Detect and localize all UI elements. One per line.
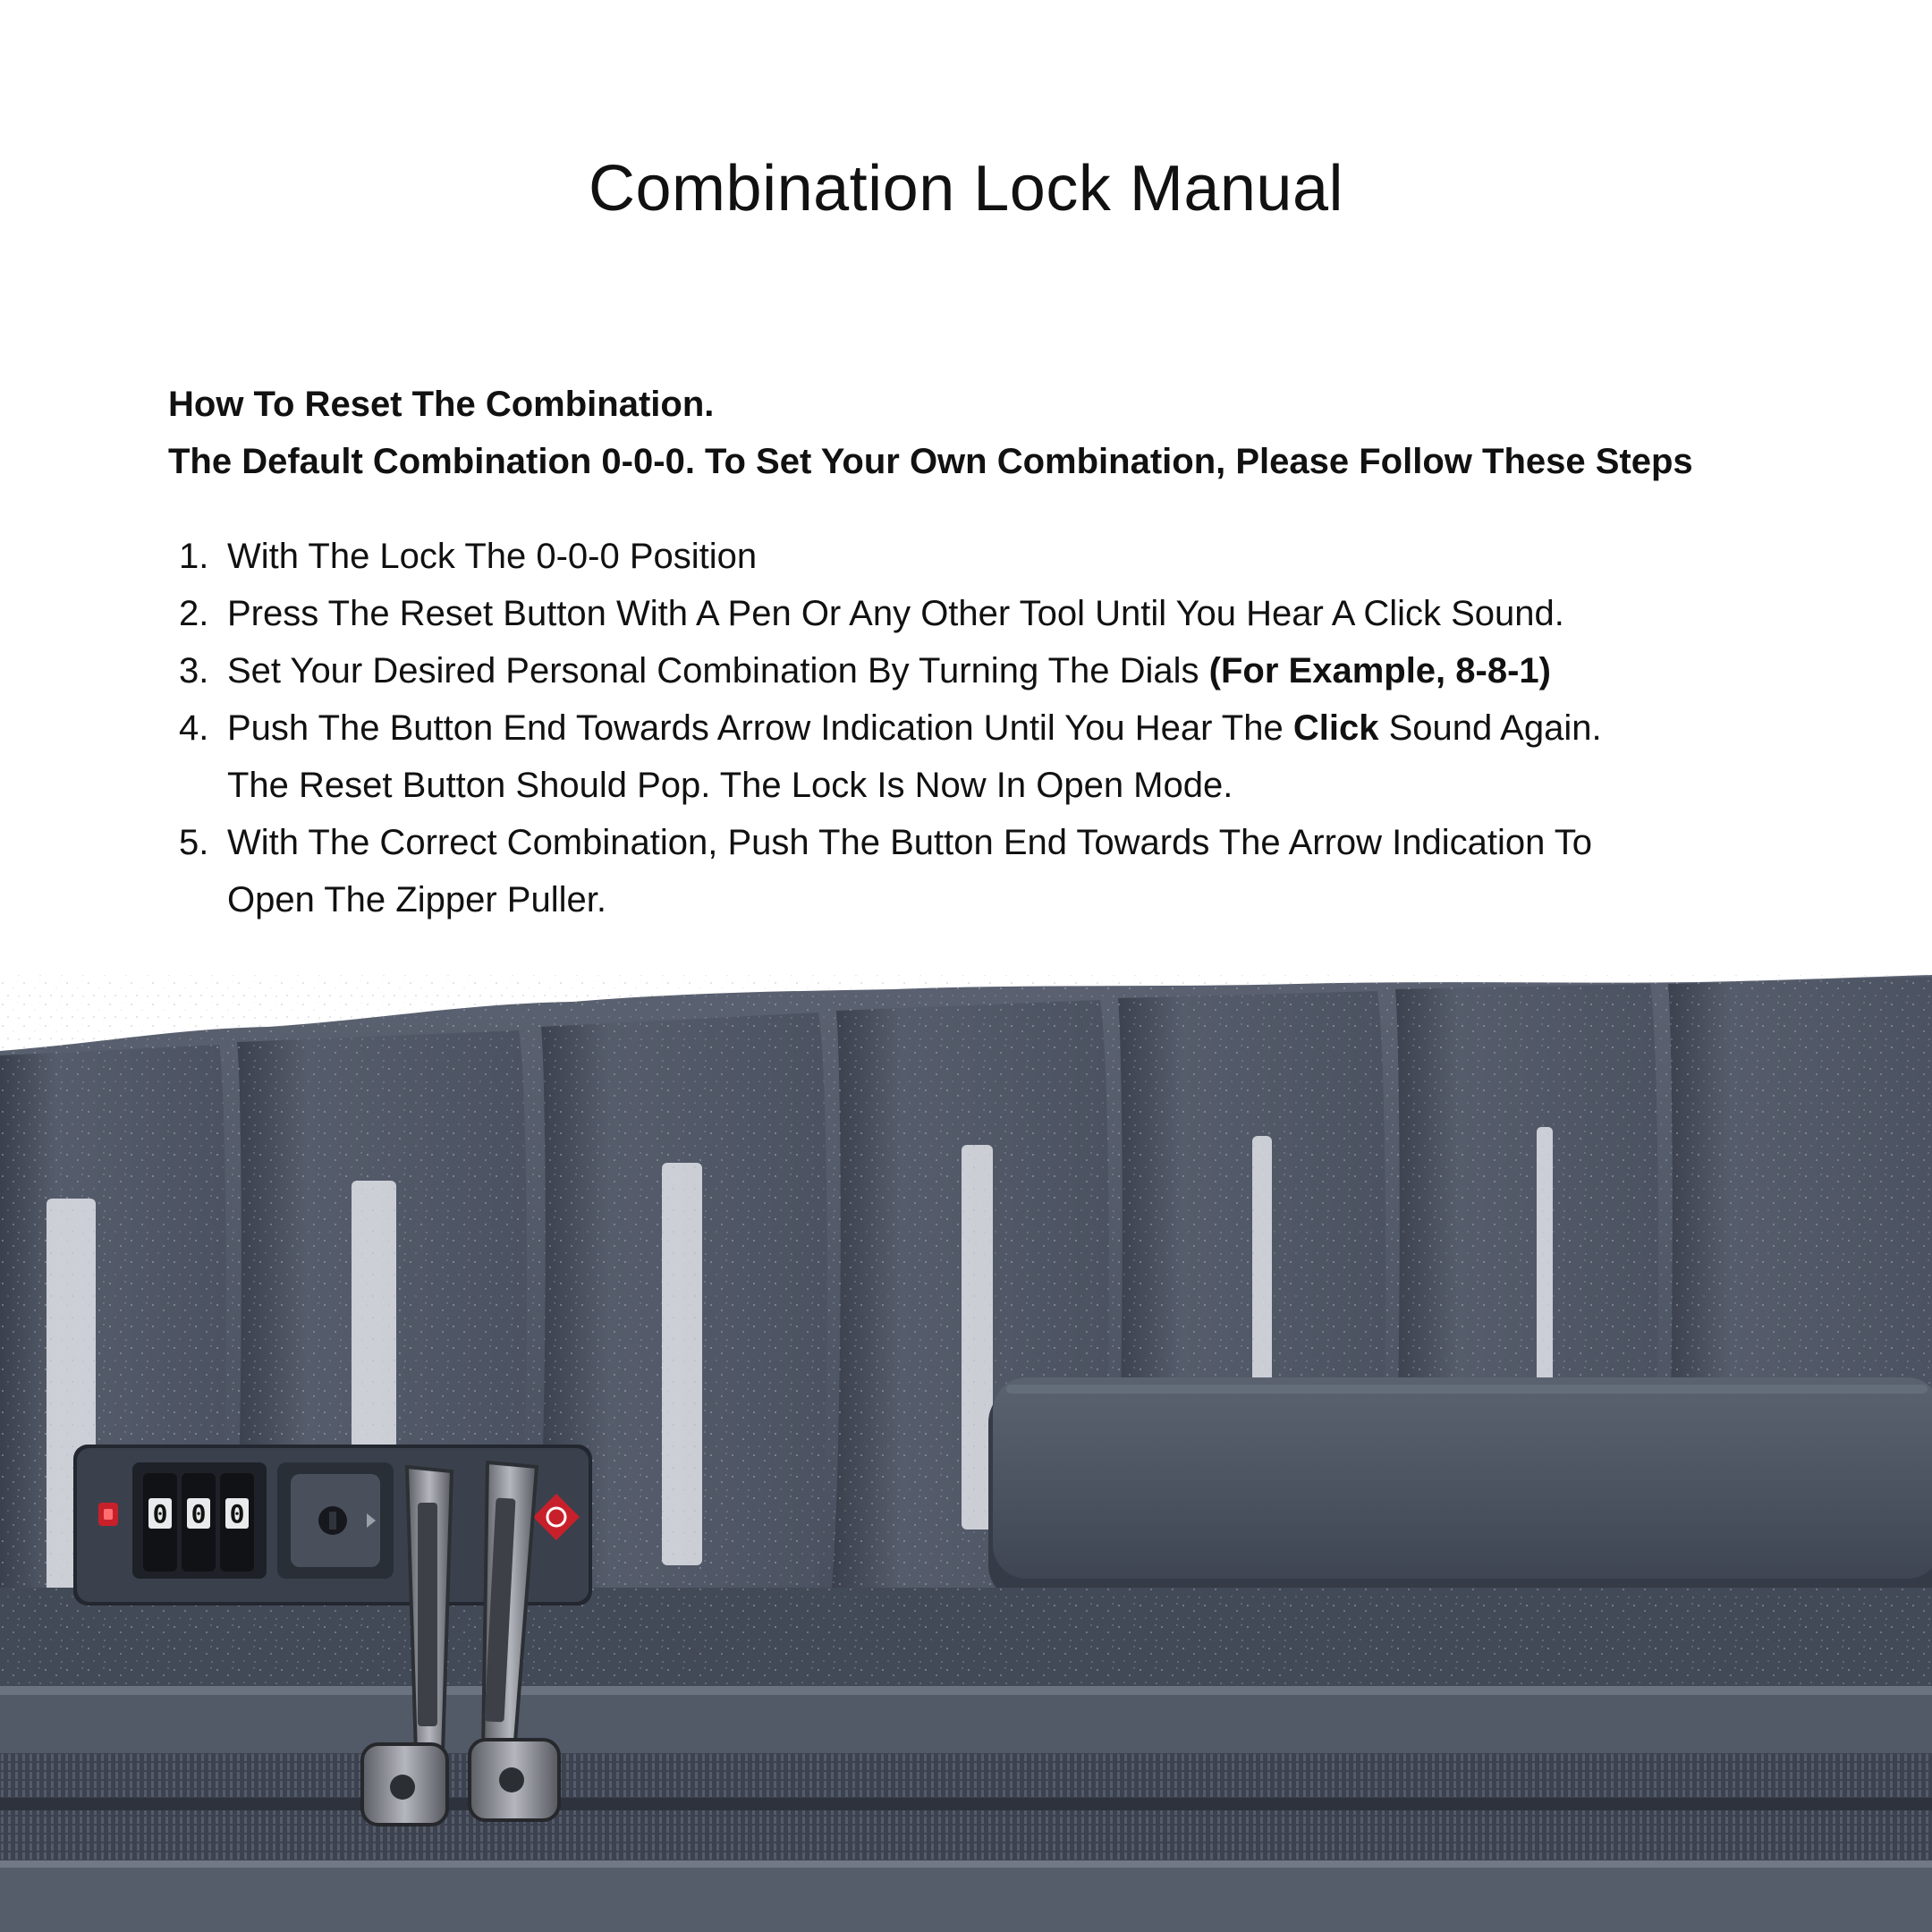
step-text: Press The Reset Button With A Pen Or Any Other Tool Until You Hear A Click Sound. xyxy=(227,594,1564,633)
step-text-continued: The Reset Button Should Pop. The Lock Is Now In Open Mode. xyxy=(227,766,1233,805)
step-number: 1. xyxy=(179,537,209,576)
step-item xyxy=(168,528,1868,585)
step-text-end: Sound Again. xyxy=(1388,708,1602,748)
dial-digit: 0 xyxy=(229,1499,245,1529)
steps-list xyxy=(168,528,1868,928)
step-text: Push The Button End Towards Arrow Indication Until You Hear The xyxy=(227,708,1284,748)
top-handle xyxy=(988,1377,1932,1601)
intro-block xyxy=(168,376,1868,490)
intro-default-combination: The Default Combination 0-0-0. To Set Your Own Combination, Please Follow These Steps xyxy=(168,442,1693,481)
step-text: With The Lock The 0-0-0 Position xyxy=(227,537,758,576)
dial-digits xyxy=(153,1499,245,1529)
step-number: 2. xyxy=(179,594,209,633)
lower-rim xyxy=(0,1686,1932,1753)
intro-heading: How To Reset The Combination. xyxy=(168,385,715,424)
step-item xyxy=(168,642,1868,699)
step-item xyxy=(168,585,1868,642)
dial-digit: 0 xyxy=(191,1499,207,1529)
step-number: 3. xyxy=(179,651,209,691)
step-item xyxy=(168,814,1868,928)
step-item xyxy=(168,699,1868,814)
lower-shell xyxy=(0,1860,1932,1932)
step-number: 5. xyxy=(179,823,209,862)
step-number: 4. xyxy=(179,708,209,748)
step-click-word: Click xyxy=(1292,708,1379,748)
page-title: Combination Lock Manual xyxy=(589,153,1343,225)
luggage-lock-photo xyxy=(0,957,1932,1932)
dial-digit: 0 xyxy=(152,1499,168,1529)
step-text-continued: Open The Zipper Puller. xyxy=(227,880,606,919)
step-text: Set Your Desired Personal Combination By Turning The Dials xyxy=(227,651,1199,691)
step-example: (For Example, 8-8-1) xyxy=(1208,651,1551,691)
step-text: With The Correct Combination, Push The Button End Towards The Arrow Indication To xyxy=(227,823,1592,862)
